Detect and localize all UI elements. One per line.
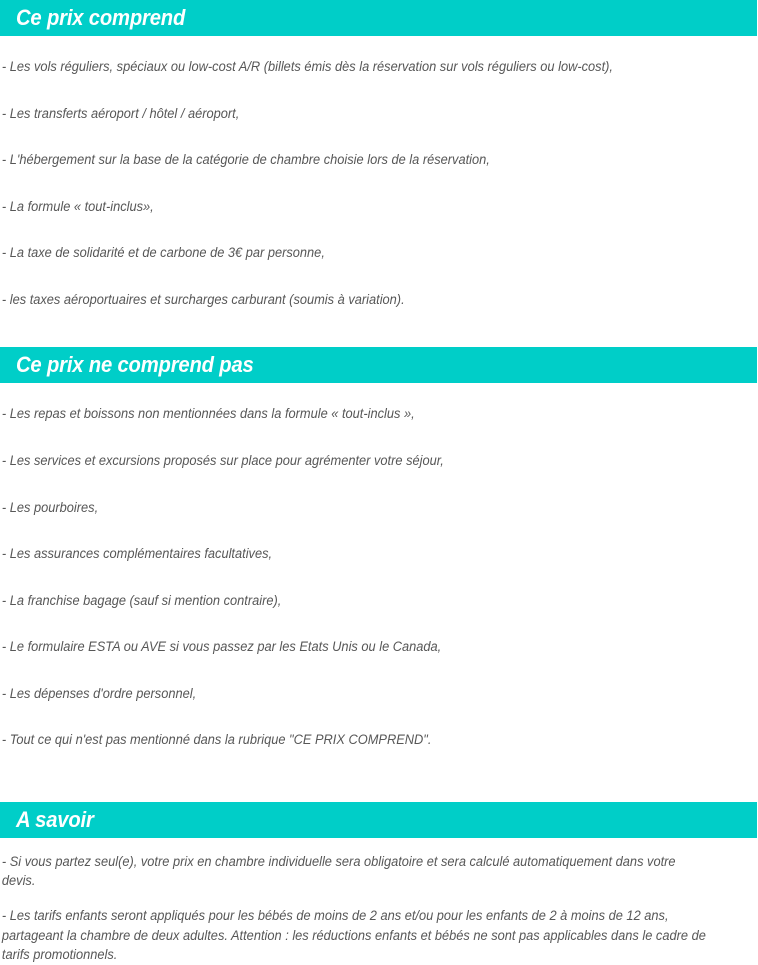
list-item: - La franchise bagage (sauf si mention contraire),: [1, 592, 282, 608]
list-item: - Les dépenses d'ordre personnel,: [1, 685, 197, 701]
spacer: [0, 838, 758, 852]
section-banner-ce-prix-ne-comprend-pas: [0, 347, 757, 383]
section-banner-a-savoir: [0, 802, 757, 838]
section-title-ce-prix-comprend: Ce prix comprend: [16, 5, 186, 30]
list-item: - La formule « tout-inclus»,: [1, 198, 154, 214]
section-title-a-savoir: A savoir: [16, 806, 94, 832]
section-banner-ce-prix-comprend: [0, 0, 757, 36]
list-item: - Les tarifs enfants seront appliqués pour les bébés de moins de 2 ans et/ou pour les enfants de 2 à moins de 12 ans, partageant la chambre de deux adultes. Attention : les réductions enfants et bébés ne sont pas applicables dans le cadre de tarifs promotionnels.: [1, 908, 706, 963]
list-item: - L'hébergement sur la base de la catégorie de chambre choisie lors de la réservation,: [1, 152, 490, 168]
section-a-savoir: [0, 802, 758, 965]
list-item: - Les services et excursions proposés sur place pour agrémenter votre séjour,: [1, 452, 444, 468]
section-body-a-savoir: [0, 838, 758, 965]
spacer: [0, 36, 758, 57]
list-item: - La taxe de solidarité et de carbone de 3€ par personne,: [1, 245, 325, 261]
list-item: - Tout ce qui n'est pas mentionné dans la rubrique "CE PRIX COMPREND".: [1, 732, 432, 748]
list-item: - Les vols réguliers, spéciaux ou low-cost A/R (billets émis dès la réservation sur vols réguliers ou low-cost),: [1, 59, 613, 74]
list-item: - Les repas et boissons non mentionnées dans la formule « tout-inclus »,: [1, 406, 415, 422]
section-gap: [0, 309, 758, 347]
section-title-ce-prix-ne-comprend-pas: Ce prix ne comprend pas: [16, 352, 254, 378]
section-ce-prix-comprend: [0, 0, 758, 309]
list-item: - les taxes aéroportuaires et surcharges carburant (soumis à variation).: [1, 291, 405, 307]
list-item: - Le formulaire ESTA ou AVE si vous passez par les Etats Unis ou le Canada,: [1, 639, 442, 655]
section-body-ce-prix-comprend: [0, 36, 758, 309]
section-gap: [0, 750, 758, 802]
list-item: - Si vous partez seul(e), votre prix en chambre individuelle sera obligatoire et sera calculé automatiquement dans votre devis.: [1, 853, 676, 889]
list-item: - Les pourboires,: [1, 499, 99, 515]
spacer: [0, 383, 758, 404]
section-ce-prix-ne-comprend-pas: [0, 347, 758, 750]
section-body-ce-prix-ne-comprend-pas: [0, 383, 758, 750]
list-item: - Les transferts aéroport / hôtel / aéroport,: [1, 105, 240, 121]
list-item: - Les assurances complémentaires facultatives,: [1, 546, 273, 562]
